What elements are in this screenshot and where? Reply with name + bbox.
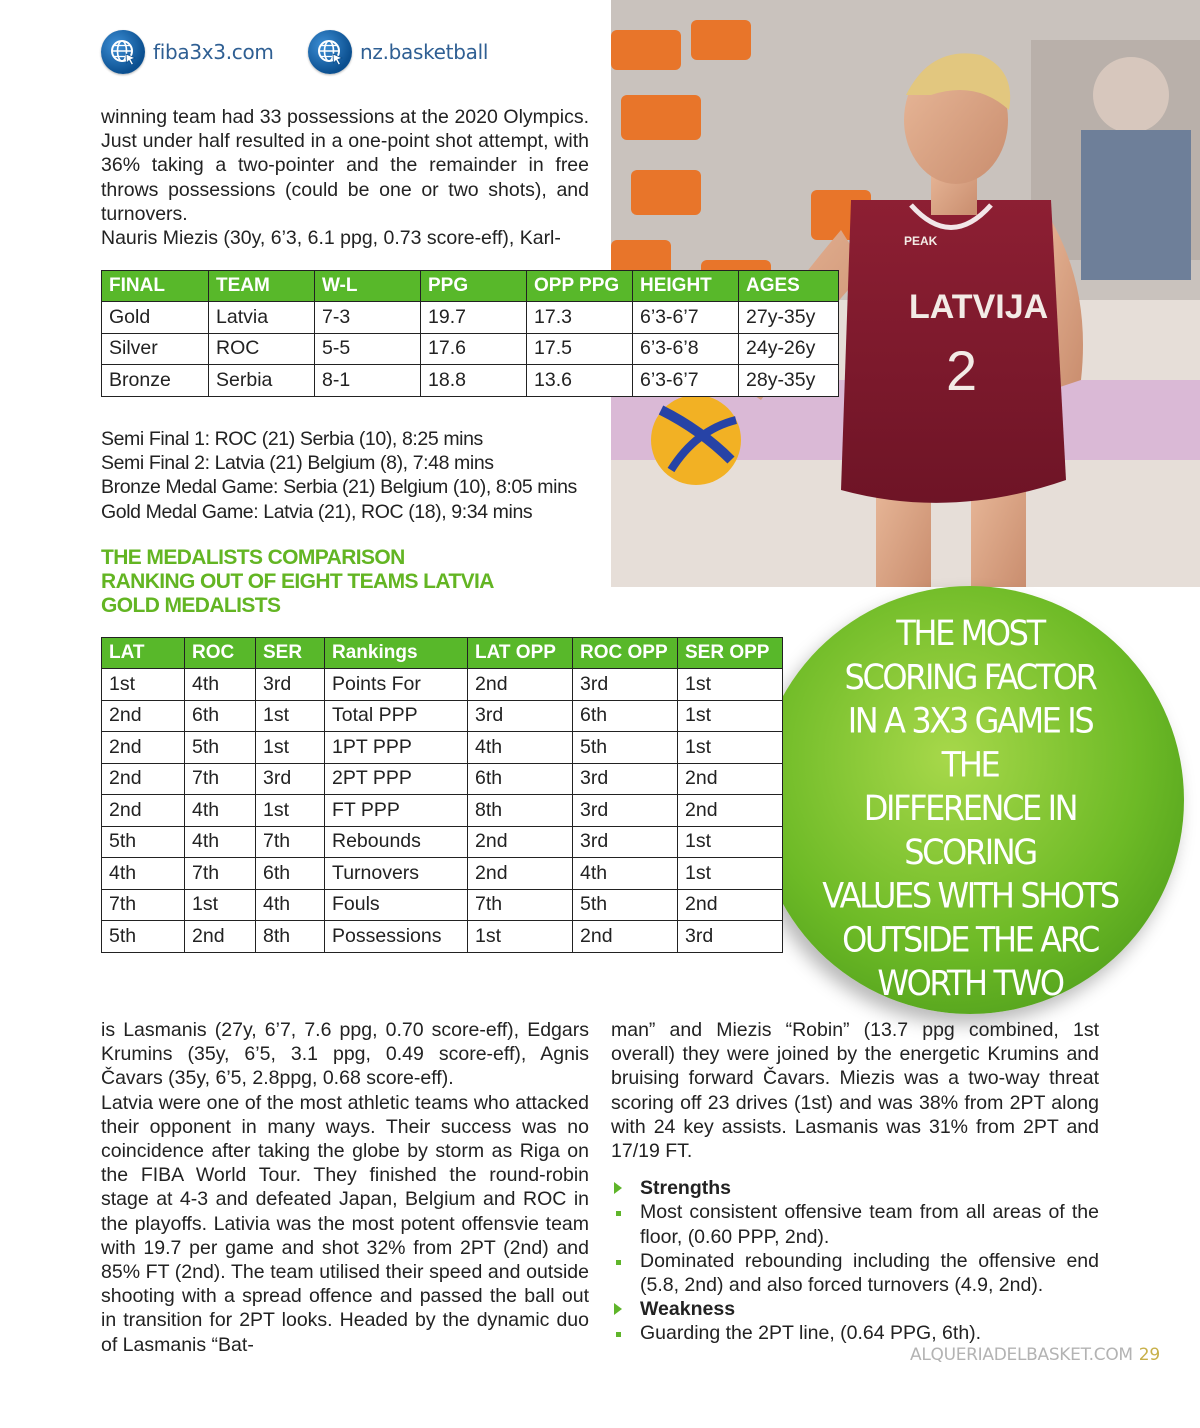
table-header: PPG (421, 271, 527, 302)
jersey-text: LATVIJA (909, 288, 1049, 326)
list-item (611, 1200, 1099, 1248)
callout-line: DIFFERENCE IN SCORING (863, 787, 1077, 872)
table-cell: 4th (102, 858, 185, 890)
table-row (102, 365, 839, 397)
table-header-row (102, 271, 839, 302)
table-cell: Points For (325, 669, 468, 701)
body-column-right (611, 1018, 1099, 1346)
table-row (102, 795, 783, 827)
table-cell: 4th (185, 795, 256, 827)
table-cell: 7th (256, 826, 325, 858)
table-cell: 3rd (573, 763, 678, 795)
jersey-logo: PEAK (904, 234, 938, 248)
results-list (101, 427, 601, 524)
table-row (102, 763, 783, 795)
finals-table (101, 270, 839, 397)
table-cell: 7th (468, 889, 573, 921)
table-cell: 5th (185, 732, 256, 764)
body-paragraph: man” and Miezis “Robin” (13.7 ppg combined, 1st overall) they were joined by the energetic Krumins and bruising forward Čavars. Miezis was a two-way threat scoring off 23 drives (1st) and was 38% from 2PT along with 24 key assists. Lasmanis was 31% from 2PT and 17/19 FT. (611, 1019, 1099, 1163)
body-column-left (101, 1018, 589, 1357)
table-header-row (102, 638, 783, 669)
table-cell: 2nd (102, 763, 185, 795)
table-cell: 2nd (468, 669, 573, 701)
table-cell: 17.5 (527, 333, 633, 365)
body-paragraph: is Lasmanis (27y, 6’7, 7.6 ppg, 0.70 score-eff), Edgars Krumins (35y, 6’5, 3.1 ppg, 0.49 score-eff), Agnis Čavars (35y, 6’5, 2.8ppg, 0.68 score-eff). (101, 1019, 589, 1090)
table-row (102, 333, 839, 365)
table-cell: Total PPP (325, 700, 468, 732)
table-cell: 1st (468, 921, 573, 953)
table-header: AGES (739, 271, 839, 302)
table-cell: 2PT PPP (325, 763, 468, 795)
callout-line: OUTSIDE THE ARC (842, 918, 1098, 960)
table-cell: 6’3-6’7 (633, 302, 739, 334)
table-header: FINAL (102, 271, 209, 302)
table-cell: 24y-26y (739, 333, 839, 365)
table-row (102, 732, 783, 764)
list-item-text: Guarding the 2PT line, (0.64 PPG, 6th). (640, 1322, 982, 1345)
table-cell: 5th (102, 921, 185, 953)
table-cell: 4th (573, 858, 678, 890)
table-cell: 17.3 (527, 302, 633, 334)
list-item-text: Most consistent offensive team from all areas of the floor, (0.60 PPP, 2nd). (640, 1201, 1099, 1248)
callout-line: SCORING FACTOR (844, 655, 1096, 698)
table-cell: 6th (573, 700, 678, 732)
table-cell: 2nd (468, 826, 573, 858)
intro-paragraph (101, 105, 589, 250)
table-cell: 17.6 (421, 333, 527, 365)
table-header: ROC OPP (573, 638, 678, 669)
weakness-heading (611, 1297, 1099, 1321)
table-cell: Fouls (325, 889, 468, 921)
table-cell: Turnovers (325, 858, 468, 890)
table-cell: 1st (678, 732, 783, 764)
table-cell: 7th (102, 889, 185, 921)
table-header: Rankings (325, 638, 468, 669)
table-cell: 1st (678, 858, 783, 890)
callout-circle (756, 586, 1184, 1014)
table-cell: Bronze (102, 365, 209, 397)
table-cell: 5th (573, 732, 678, 764)
rankings-table (101, 637, 783, 953)
strengths-title: Strengths (640, 1177, 732, 1200)
table-cell: 6th (468, 763, 573, 795)
page-number: 29 (1138, 1345, 1160, 1365)
table-cell: 2nd (102, 700, 185, 732)
intro-text: winning team had 33 possessions at the 2020 Olympics. Just under half resulted in a one-point shot attempt, with 36% taking a two-pointer and the remainder in free throws possessions (could be one or two shots), and turnovers. (101, 106, 589, 225)
table-cell: 2nd (678, 795, 783, 827)
result-line: Gold Medal Game: Latvia (21), ROC (18), 9:34 mins (101, 500, 533, 523)
table-cell: 2nd (573, 921, 678, 953)
table-header: SER OPP (678, 638, 783, 669)
callout-line: WORTH TWO (877, 962, 1063, 1004)
result-line: Bronze Medal Game: Serbia (21) Belgium (10), 8:05 mins (101, 476, 577, 499)
table-cell: 1st (678, 826, 783, 858)
table-cell: 27y-35y (739, 302, 839, 334)
table-cell: 4th (256, 889, 325, 921)
table-cell: 3rd (573, 795, 678, 827)
table-cell: Serbia (209, 365, 315, 397)
header-link-fiba3x3[interactable] (101, 30, 274, 74)
table-row (102, 826, 783, 858)
table-cell: 13.6 (527, 365, 633, 397)
intro-text-continued: Nauris Miezis (30y, 6’3, 6.1 ppg, 0.73 score-eff), Karl- (101, 227, 561, 250)
table-cell: 4th (468, 732, 573, 764)
table-cell: 2nd (678, 889, 783, 921)
list-item (611, 1249, 1099, 1297)
table-cell: 6th (256, 858, 325, 890)
table-row (102, 302, 839, 334)
table-header: OPP PPG (527, 271, 633, 302)
list-item-text: Dominated rebounding including the offensive end (5.8, 2nd) and also forced turnovers (4.9, 2nd). (640, 1249, 1099, 1297)
table-cell: 4th (185, 669, 256, 701)
table-cell: 1st (256, 700, 325, 732)
square-bullet-icon (616, 1211, 621, 1216)
table-cell: ROC (209, 333, 315, 365)
result-line: Semi Final 2: Latvia (21) Belgium (8), 7:48 mins (101, 452, 494, 475)
callout-line: IN A 3X3 GAME IS THE (847, 699, 1093, 785)
table-header: W-L (315, 271, 421, 302)
table-cell: Possessions (325, 921, 468, 953)
footer-site: ALQUERIADELBASKET.COM (910, 1345, 1133, 1365)
table-row (102, 921, 783, 953)
page-footer (910, 1345, 1160, 1365)
table-cell: 6’3-6’7 (633, 365, 739, 397)
table-cell: 6’3-6’8 (633, 333, 739, 365)
callout-line: THE MOST (896, 612, 1044, 654)
table-cell: 28y-35y (739, 365, 839, 397)
section-heading-line: GOLD MEDALISTS (101, 594, 281, 617)
table-header: LAT OPP (468, 638, 573, 669)
table-row (102, 889, 783, 921)
table-cell: 7-3 (315, 302, 421, 334)
globe-cursor-icon (308, 30, 352, 74)
table-cell: Rebounds (325, 826, 468, 858)
table-cell: Latvia (209, 302, 315, 334)
callout-text (820, 611, 1120, 1005)
table-cell: 2nd (102, 732, 185, 764)
table-row (102, 669, 783, 701)
table-cell: 5th (573, 889, 678, 921)
header-link-label: fiba3x3.com (153, 40, 274, 64)
table-header: LAT (102, 638, 185, 669)
table-cell: 3rd (573, 826, 678, 858)
table-cell: Gold (102, 302, 209, 334)
table-cell: 2nd (185, 921, 256, 953)
section-heading (101, 546, 494, 618)
table-cell: 4th (185, 826, 256, 858)
square-bullet-icon (616, 1332, 621, 1337)
table-cell: 1st (185, 889, 256, 921)
result-line: Semi Final 1: ROC (21) Serbia (10), 8:25 mins (101, 428, 483, 450)
table-row (102, 700, 783, 732)
section-heading-line: RANKING OUT OF EIGHT TEAMS LATVIA (101, 570, 494, 593)
table-cell: FT PPP (325, 795, 468, 827)
globe-cursor-icon (101, 30, 145, 74)
table-cell: 6th (185, 700, 256, 732)
table-cell: 8th (256, 921, 325, 953)
body-paragraph: Latvia were one of the most athletic teams who attacked their opponent in many ways. Their success was no coincidence after taking the globe by storm as Riga on the FIBA World Tour. They finished the round-robin stage at 4-3 and defeated Japan, Belgium and ROC in the playoffs. Lativia was the most potent offensvie team with 19.7 per game and shot 32% from 2PT (2nd) and 85% FT (2nd). The team utilised their speed and outside shooting with a spread offence and passed the ball out in transition for 2PT looks. Headed by the dynamic duo of Lasmanis “Bat- (101, 1091, 589, 1356)
table-cell: 8-1 (315, 365, 421, 397)
table-cell: 7th (185, 763, 256, 795)
list-item (611, 1321, 1099, 1345)
table-cell: 18.8 (421, 365, 527, 397)
header-link-label: nz.basketball (360, 40, 489, 64)
strengths-heading (611, 1176, 1099, 1200)
table-cell: 1st (256, 732, 325, 764)
table-cell: 3rd (256, 763, 325, 795)
table-cell: 3rd (678, 921, 783, 953)
table-header: ROC (185, 638, 256, 669)
table-header: HEIGHT (633, 271, 739, 302)
table-cell: 2nd (102, 795, 185, 827)
jersey-number: 2 (946, 339, 978, 402)
table-cell: Silver (102, 333, 209, 365)
table-header: SER (256, 638, 325, 669)
section-heading-line: THE MEDALISTS COMPARISON (101, 546, 405, 569)
square-bullet-icon (616, 1260, 621, 1265)
table-cell: 3rd (573, 669, 678, 701)
table-cell: 3rd (468, 700, 573, 732)
table-cell: 7th (185, 858, 256, 890)
strengths-list (611, 1176, 1099, 1345)
table-cell: 1st (102, 669, 185, 701)
table-cell: 3rd (256, 669, 325, 701)
table-cell: 1st (256, 795, 325, 827)
table-row (102, 858, 783, 890)
table-cell: 8th (468, 795, 573, 827)
table-cell: 2nd (678, 763, 783, 795)
table-cell: 19.7 (421, 302, 527, 334)
table-cell: 5-5 (315, 333, 421, 365)
weakness-title: Weakness (640, 1298, 736, 1321)
table-cell: 1st (678, 700, 783, 732)
table-header: TEAM (209, 271, 315, 302)
triangle-bullet-icon (614, 1303, 622, 1315)
header-link-nz-basketball[interactable] (308, 30, 488, 74)
table-cell: 2nd (468, 858, 573, 890)
table-cell: 1PT PPP (325, 732, 468, 764)
table-cell: 1st (678, 669, 783, 701)
table-cell: 5th (102, 826, 185, 858)
triangle-bullet-icon (614, 1182, 622, 1194)
callout-line: VALUES WITH SHOTS (822, 874, 1118, 916)
